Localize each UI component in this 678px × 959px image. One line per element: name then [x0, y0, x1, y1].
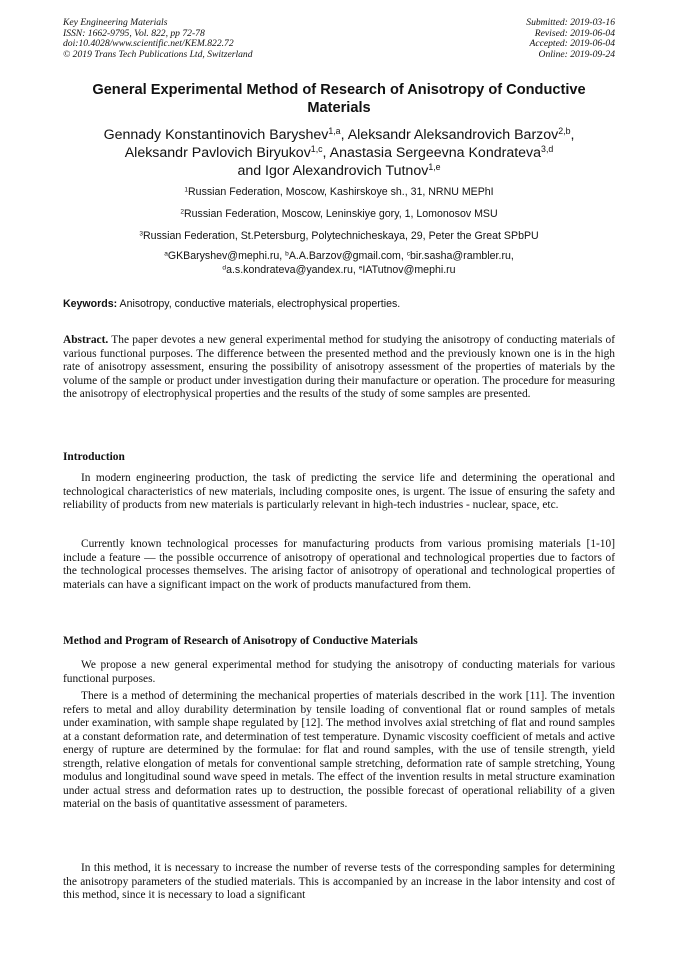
author-list — [40, 126, 638, 180]
email-sup: b — [285, 250, 289, 258]
online-date: Online: 2019-09-24 — [538, 48, 615, 60]
email-address[interactable]: bir.sasha@rambler.ru, — [410, 250, 514, 262]
keywords-label: Keywords: — [63, 298, 118, 310]
paper-title — [50, 82, 628, 117]
email-sup: e — [358, 263, 363, 271]
author-affil-sup: 3,d — [541, 144, 554, 155]
method-paragraph-2: There is a method of determining the mechanical properties of materials described in the work [11]. The invention refers to metal and alloy durability determination by tensile loading of conventional flat or round samples of metals under examination, with sample shape regulated by [12]. The method involves axial stretching of flat and round samples at a constant deformation rate, and determination of test temperature. Dynamic viscosity coefficient of metals and active energy of rupture are determined by the formulae: for flat and round samples, with the use of tensile strength, yield strength, relative elongation of metals for conventional sample stretching, deformation rate of sample stretching, Young modulus and longitudinal sound wave speed in metals. The effect of the invention results in metal structure examination under actual stress and deformation rates up to destruction, the possible forecast of operational reliability of a given material on the basis of quantitative assessment of parameters. — [63, 690, 615, 811]
author-affil-sup: 1,a — [328, 126, 341, 137]
affiliation-text: Russian Federation, St.Petersburg, Polytechnicheskaya, 29, Peter the Great SPbPU — [142, 230, 539, 242]
author-name: Gennady Konstantinovich Baryshev — [103, 127, 329, 143]
author-affil-sup: 1,e — [428, 162, 441, 173]
affiliation-sup: 2 — [180, 208, 184, 216]
affiliation-text: Russian Federation, Moscow, Leninskiye gory, 1, Lomonosov MSU — [184, 208, 498, 220]
author-separator: , — [340, 127, 348, 143]
author-affil-sup: 1,c — [310, 144, 323, 155]
email-address[interactable]: A.A.Barzov@gmail.com, — [288, 250, 407, 262]
issn-line: ISSN: 1662-9795, Vol. 822, pp 72-78 — [63, 27, 205, 39]
journal-name: Key Engineering Materials — [63, 17, 168, 28]
submitted-date: Submitted: 2019-03-16 — [526, 17, 615, 28]
journal-info — [63, 18, 253, 60]
doi-line: doi:10.4028/www.scientific.net/KEM.822.72 — [63, 38, 234, 50]
abstract — [63, 334, 615, 402]
email-address[interactable]: GKBaryshev@mephi.ru, — [167, 250, 286, 262]
author-name: Aleksandr Aleksandrovich Barzov — [347, 127, 559, 143]
revised-date: Revised: 2019-06-04 — [534, 27, 615, 39]
accepted-date: Accepted: 2019-06-04 — [529, 38, 615, 50]
keywords-text: Anisotropy, conductive materials, electrophysical properties. — [117, 298, 401, 310]
introduction-heading: Introduction — [63, 451, 125, 463]
intro-paragraph-1: In modern engineering production, the task of predicting the service life and determining the operational and technological characteristics of new materials, including composite ones, is urgent. The issue of ensuring the safety and reliability of products from new materials is particularly relevant in high-tech industries - nuclear, space, etc. — [63, 472, 615, 512]
author-separator: , — [322, 145, 330, 161]
method-paragraph-1: We propose a new general experimental method for studying the anisotropy of conducting materials for various functional purposes. — [63, 659, 615, 685]
email-address[interactable]: a.s.kondrateva@yandex.ru, — [226, 263, 359, 276]
email-sup: c — [406, 250, 411, 258]
affiliation-text: Russian Federation, Moscow, Kashirskoye sh., 31, NRNU MEPhI — [188, 186, 494, 198]
method-heading: Method and Program of Research of Anisotropy of Conductive Materials — [63, 635, 418, 647]
title-line-2: Materials — [307, 99, 371, 116]
author-affil-sup: 2,b — [558, 126, 571, 137]
method-paragraph-3: In this method, it is necessary to increase the number of reverse tests of the corresponding samples for determining the anisotropy parameters of the studied materials. This is accompanied by an increase in the labor intensity and cost of this method, since it is necessary to load a significant — [63, 862, 615, 902]
affiliation-sup: 3 — [139, 230, 143, 238]
publication-dates — [526, 18, 615, 60]
email-address[interactable]: IATutnov@mephi.ru — [362, 263, 456, 276]
author-name: Aleksandr Pavlovich Biryukov — [124, 145, 311, 161]
keywords — [63, 298, 615, 310]
affiliation-2 — [40, 208, 638, 220]
abstract-label: Abstract. — [63, 334, 109, 346]
author-emails — [40, 250, 638, 277]
copyright-line: © 2019 Trans Tech Publications Ltd, Switzerland — [63, 48, 253, 60]
affiliation-sup: 1 — [184, 186, 189, 194]
email-sup: a — [164, 250, 168, 258]
title-line-1: General Experimental Method of Research of Anisotropy of Conductive — [92, 82, 586, 98]
author-separator: , — [570, 127, 575, 143]
author-name: and Igor Alexandrovich Tutnov — [237, 163, 429, 179]
intro-paragraph-2: Currently known technological processes for manufacturing products from various promising materials [1-10] include a feature — the possible occurrence of anisotropy of operational and technological properties due to factors of the technological processes themselves. The arising factor of anisotropy of operational and technological properties of materials can have a significant impact on the work of products manufactured from them. — [63, 538, 615, 591]
affiliation-1 — [40, 186, 638, 198]
author-name: Anastasia Sergeevna Kondrateva — [329, 145, 542, 161]
abstract-text: The paper devotes a new general experimental method for studying the anisotropy of conducting materials of various functional purposes. The difference between the presented method and the previously known one is in the high rate of anisotropy assessment, ensuring the possibility of anisotropy assessment of the properties of materials by the volume of the sample or product under investigation during their manufacture or operation. The procedure for measuring the anisotropy of electrophysical properties and the results of the study of some samples are presented. — [63, 334, 615, 401]
email-sup: d — [222, 263, 227, 271]
affiliation-3 — [40, 230, 638, 242]
